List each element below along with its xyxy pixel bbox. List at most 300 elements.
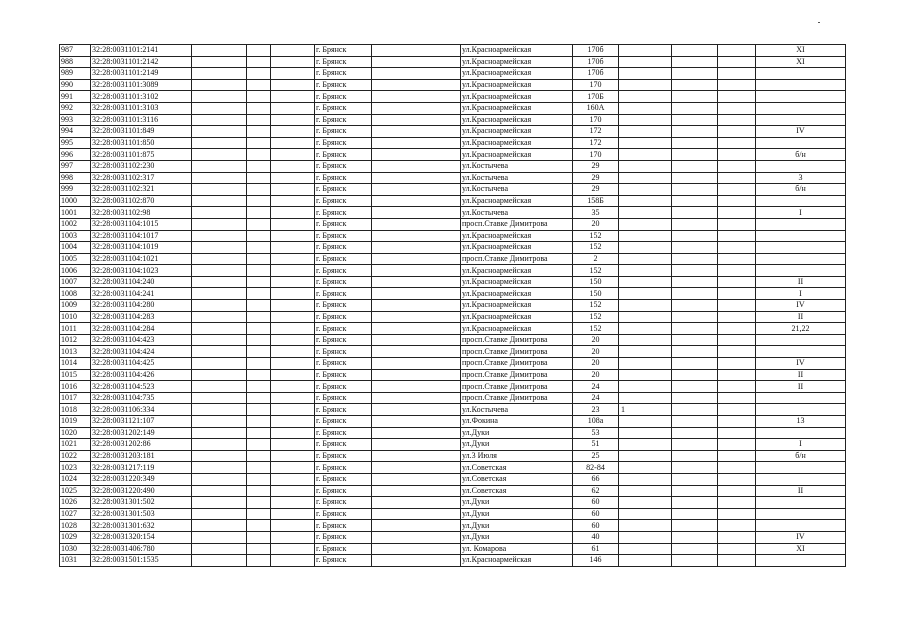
empty-cell	[271, 381, 315, 393]
cadastral-number: 32:28:0031104:735	[91, 392, 192, 404]
table-row	[60, 497, 846, 509]
table-row	[60, 149, 846, 161]
empty-cell	[718, 392, 756, 404]
empty-cell	[672, 323, 718, 335]
premises-number: 3	[756, 172, 846, 184]
table-row	[60, 520, 846, 532]
record-number: 1013	[60, 346, 91, 358]
flat-number	[619, 381, 672, 393]
table-row	[60, 427, 846, 439]
street-name: ул.Красноармейская	[461, 311, 573, 323]
empty-cell	[372, 253, 461, 265]
cadastral-number: 32:28:0031101:849	[91, 126, 192, 138]
cadastral-number: 32:28:0031406:780	[91, 543, 192, 555]
house-number: 146	[573, 555, 619, 567]
table-row	[60, 265, 846, 277]
cadastral-number: 32:28:0031301:503	[91, 508, 192, 520]
empty-cell	[192, 520, 247, 532]
house-number: 20	[573, 369, 619, 381]
empty-cell	[247, 450, 271, 462]
empty-cell	[372, 218, 461, 230]
street-name: ул.Советская	[461, 485, 573, 497]
empty-cell	[247, 369, 271, 381]
empty-cell	[372, 56, 461, 68]
empty-cell	[247, 334, 271, 346]
empty-cell	[372, 404, 461, 416]
empty-cell	[718, 149, 756, 161]
record-number: 987	[60, 45, 91, 57]
city-name: г. Брянск	[315, 91, 372, 103]
premises-number	[756, 253, 846, 265]
empty-cell	[372, 531, 461, 543]
street-name: просп.Ставке Димитрова	[461, 253, 573, 265]
city-name: г. Брянск	[315, 555, 372, 567]
record-number: 1021	[60, 439, 91, 451]
empty-cell	[192, 531, 247, 543]
street-name: ул.Красноармейская	[461, 91, 573, 103]
empty-cell	[192, 439, 247, 451]
cadastral-number: 32:28:0031104:426	[91, 369, 192, 381]
premises-number	[756, 462, 846, 474]
house-number: 152	[573, 230, 619, 242]
empty-cell	[247, 288, 271, 300]
street-name: ул.Костычева	[461, 160, 573, 172]
cadastral-number: 32:28:0031101:2141	[91, 45, 192, 57]
city-name: г. Брянск	[315, 288, 372, 300]
city-name: г. Брянск	[315, 195, 372, 207]
table-row	[60, 508, 846, 520]
empty-cell	[672, 79, 718, 91]
empty-cell	[372, 369, 461, 381]
empty-cell	[247, 172, 271, 184]
flat-number	[619, 56, 672, 68]
table-row	[60, 91, 846, 103]
table-row	[60, 416, 846, 428]
empty-cell	[192, 91, 247, 103]
empty-cell	[372, 102, 461, 114]
record-number: 1003	[60, 230, 91, 242]
table-row	[60, 137, 846, 149]
flat-number	[619, 416, 672, 428]
empty-cell	[192, 485, 247, 497]
empty-cell	[672, 56, 718, 68]
premises-number	[756, 91, 846, 103]
empty-cell	[247, 485, 271, 497]
cadastral-number: 32:28:0031104:1023	[91, 265, 192, 277]
record-number: 1018	[60, 404, 91, 416]
empty-cell	[192, 126, 247, 138]
empty-cell	[372, 45, 461, 57]
city-name: г. Брянск	[315, 392, 372, 404]
empty-cell	[271, 311, 315, 323]
premises-number	[756, 427, 846, 439]
record-number: 1002	[60, 218, 91, 230]
empty-cell	[672, 439, 718, 451]
empty-cell	[247, 381, 271, 393]
house-number: 170б	[573, 45, 619, 57]
empty-cell	[247, 300, 271, 312]
city-name: г. Брянск	[315, 381, 372, 393]
table-row	[60, 160, 846, 172]
street-name: ул.Дуки	[461, 427, 573, 439]
empty-cell	[247, 45, 271, 57]
empty-cell	[672, 462, 718, 474]
empty-cell	[372, 450, 461, 462]
empty-cell	[718, 288, 756, 300]
premises-number	[756, 334, 846, 346]
empty-cell	[718, 311, 756, 323]
house-number: 152	[573, 300, 619, 312]
record-number: 1016	[60, 381, 91, 393]
premises-number	[756, 404, 846, 416]
table-row	[60, 45, 846, 57]
cadastral-number: 32:28:0031101:3116	[91, 114, 192, 126]
empty-cell	[718, 160, 756, 172]
empty-cell	[718, 543, 756, 555]
city-name: г. Брянск	[315, 323, 372, 335]
flat-number	[619, 172, 672, 184]
empty-cell	[372, 149, 461, 161]
street-name: ул.Красноармейская	[461, 288, 573, 300]
cadastral-number: 32:28:0031104:241	[91, 288, 192, 300]
empty-cell	[718, 358, 756, 370]
empty-cell	[372, 300, 461, 312]
city-name: г. Брянск	[315, 404, 372, 416]
record-number: 1023	[60, 462, 91, 474]
empty-cell	[672, 102, 718, 114]
empty-cell	[372, 276, 461, 288]
flat-number	[619, 218, 672, 230]
premises-number	[756, 218, 846, 230]
empty-cell	[718, 462, 756, 474]
empty-cell	[247, 497, 271, 509]
table-row	[60, 543, 846, 555]
cadastral-number: 32:28:0031102:98	[91, 207, 192, 219]
empty-cell	[192, 323, 247, 335]
scan-speck	[818, 22, 820, 23]
flat-number	[619, 311, 672, 323]
premises-number: II	[756, 276, 846, 288]
empty-cell	[372, 126, 461, 138]
premises-number	[756, 265, 846, 277]
empty-cell	[372, 555, 461, 567]
empty-cell	[672, 114, 718, 126]
street-name: ул.Красноармейская	[461, 137, 573, 149]
empty-cell	[247, 207, 271, 219]
empty-cell	[271, 253, 315, 265]
empty-cell	[672, 497, 718, 509]
street-name: ул.Красноармейская	[461, 56, 573, 68]
empty-cell	[372, 288, 461, 300]
city-name: г. Брянск	[315, 334, 372, 346]
record-number: 988	[60, 56, 91, 68]
empty-cell	[192, 288, 247, 300]
record-number: 1012	[60, 334, 91, 346]
empty-cell	[247, 323, 271, 335]
empty-cell	[247, 555, 271, 567]
empty-cell	[192, 416, 247, 428]
flat-number	[619, 288, 672, 300]
house-number: 29	[573, 172, 619, 184]
flat-number	[619, 473, 672, 485]
street-name: ул.Дуки	[461, 520, 573, 532]
premises-number	[756, 137, 846, 149]
empty-cell	[672, 508, 718, 520]
street-name: ул.Красноармейская	[461, 195, 573, 207]
street-name: ул.3 Июля	[461, 450, 573, 462]
empty-cell	[271, 531, 315, 543]
empty-cell	[247, 218, 271, 230]
empty-cell	[718, 439, 756, 451]
empty-cell	[271, 68, 315, 80]
flat-number	[619, 300, 672, 312]
empty-cell	[672, 404, 718, 416]
premises-number: б/н	[756, 184, 846, 196]
house-number: 152	[573, 242, 619, 254]
cadastral-number: 32:28:0031104:523	[91, 381, 192, 393]
empty-cell	[247, 56, 271, 68]
empty-cell	[247, 404, 271, 416]
flat-number	[619, 45, 672, 57]
street-name: просп.Ставке Димитрова	[461, 369, 573, 381]
flat-number	[619, 242, 672, 254]
house-number: 82-84	[573, 462, 619, 474]
city-name: г. Брянск	[315, 218, 372, 230]
empty-cell	[271, 114, 315, 126]
premises-number	[756, 392, 846, 404]
cadastral-number: 32:28:0031101:875	[91, 149, 192, 161]
empty-cell	[672, 91, 718, 103]
city-name: г. Брянск	[315, 160, 372, 172]
empty-cell	[192, 137, 247, 149]
empty-cell	[372, 91, 461, 103]
empty-cell	[271, 416, 315, 428]
empty-cell	[672, 207, 718, 219]
city-name: г. Брянск	[315, 485, 372, 497]
street-name: ул.Костычева	[461, 184, 573, 196]
premises-number	[756, 242, 846, 254]
record-number: 1022	[60, 450, 91, 462]
premises-number	[756, 473, 846, 485]
empty-cell	[247, 102, 271, 114]
premises-number: б/н	[756, 450, 846, 462]
empty-cell	[271, 79, 315, 91]
empty-cell	[718, 485, 756, 497]
street-name: ул.Костычева	[461, 172, 573, 184]
empty-cell	[271, 485, 315, 497]
empty-cell	[672, 265, 718, 277]
empty-cell	[372, 207, 461, 219]
empty-cell	[718, 427, 756, 439]
empty-cell	[718, 531, 756, 543]
house-number: 172	[573, 126, 619, 138]
record-number: 1020	[60, 427, 91, 439]
street-name: ул.Красноармейская	[461, 242, 573, 254]
flat-number	[619, 450, 672, 462]
empty-cell	[718, 276, 756, 288]
empty-cell	[192, 543, 247, 555]
cadastral-number: 32:28:0031202:149	[91, 427, 192, 439]
record-number: 990	[60, 79, 91, 91]
street-name: ул.Красноармейская	[461, 45, 573, 57]
empty-cell	[372, 137, 461, 149]
empty-cell	[718, 218, 756, 230]
empty-cell	[192, 149, 247, 161]
table-row	[60, 439, 846, 451]
empty-cell	[271, 56, 315, 68]
empty-cell	[372, 508, 461, 520]
empty-cell	[718, 102, 756, 114]
house-number: 51	[573, 439, 619, 451]
house-number: 40	[573, 531, 619, 543]
record-number: 994	[60, 126, 91, 138]
house-number: 20	[573, 218, 619, 230]
empty-cell	[192, 45, 247, 57]
premises-number: I	[756, 207, 846, 219]
empty-cell	[192, 195, 247, 207]
empty-cell	[192, 102, 247, 114]
empty-cell	[672, 369, 718, 381]
empty-cell	[672, 230, 718, 242]
cadastral-number: 32:28:0031121:107	[91, 416, 192, 428]
house-number: 158Б	[573, 195, 619, 207]
house-number: 2	[573, 253, 619, 265]
empty-cell	[192, 56, 247, 68]
empty-cell	[372, 323, 461, 335]
empty-cell	[372, 520, 461, 532]
street-name: просп.Ставке Димитрова	[461, 381, 573, 393]
premises-number	[756, 230, 846, 242]
premises-number	[756, 102, 846, 114]
empty-cell	[192, 253, 247, 265]
empty-cell	[247, 253, 271, 265]
city-name: г. Брянск	[315, 497, 372, 509]
empty-cell	[718, 381, 756, 393]
empty-cell	[718, 91, 756, 103]
street-name: ул.Красноармейская	[461, 79, 573, 91]
city-name: г. Брянск	[315, 358, 372, 370]
cadastral-number: 32:28:0031102:230	[91, 160, 192, 172]
empty-cell	[271, 184, 315, 196]
premises-number: IV	[756, 358, 846, 370]
city-name: г. Брянск	[315, 102, 372, 114]
cadastral-number: 32:28:0031104:1021	[91, 253, 192, 265]
flat-number	[619, 427, 672, 439]
house-number: 25	[573, 450, 619, 462]
table-row	[60, 79, 846, 91]
cadastral-number: 32:28:0031101:3089	[91, 79, 192, 91]
flat-number	[619, 68, 672, 80]
house-number: 160А	[573, 102, 619, 114]
house-number: 53	[573, 427, 619, 439]
house-number: 35	[573, 207, 619, 219]
empty-cell	[271, 265, 315, 277]
premises-number	[756, 346, 846, 358]
empty-cell	[271, 427, 315, 439]
empty-cell	[247, 543, 271, 555]
record-number: 1001	[60, 207, 91, 219]
empty-cell	[672, 555, 718, 567]
house-number: 66	[573, 473, 619, 485]
street-name: ул.Красноармейская	[461, 276, 573, 288]
empty-cell	[372, 172, 461, 184]
table-row	[60, 358, 846, 370]
flat-number	[619, 195, 672, 207]
empty-cell	[192, 242, 247, 254]
house-number: 150	[573, 288, 619, 300]
empty-cell	[672, 311, 718, 323]
empty-cell	[271, 172, 315, 184]
empty-cell	[247, 68, 271, 80]
empty-cell	[672, 381, 718, 393]
empty-cell	[247, 439, 271, 451]
flat-number	[619, 543, 672, 555]
street-name: ул.Красноармейская	[461, 555, 573, 567]
empty-cell	[271, 346, 315, 358]
house-number: 29	[573, 184, 619, 196]
empty-cell	[192, 114, 247, 126]
empty-cell	[672, 392, 718, 404]
empty-cell	[271, 218, 315, 230]
table-row	[60, 288, 846, 300]
city-name: г. Брянск	[315, 473, 372, 485]
flat-number	[619, 91, 672, 103]
street-name: ул.Красноармейская	[461, 149, 573, 161]
flat-number	[619, 555, 672, 567]
table-row	[60, 126, 846, 138]
city-name: г. Брянск	[315, 265, 372, 277]
empty-cell	[718, 416, 756, 428]
cadastral-number: 32:28:0031104:425	[91, 358, 192, 370]
table-row	[60, 485, 846, 497]
empty-cell	[192, 160, 247, 172]
cadastral-number: 32:28:0031220:490	[91, 485, 192, 497]
empty-cell	[271, 450, 315, 462]
city-name: г. Брянск	[315, 450, 372, 462]
cadastral-number: 32:28:0031101:2142	[91, 56, 192, 68]
premises-number: II	[756, 381, 846, 393]
empty-cell	[372, 160, 461, 172]
premises-number: 21,22	[756, 323, 846, 335]
empty-cell	[672, 276, 718, 288]
flat-number	[619, 265, 672, 277]
record-number: 1029	[60, 531, 91, 543]
empty-cell	[192, 381, 247, 393]
empty-cell	[271, 195, 315, 207]
empty-cell	[192, 392, 247, 404]
empty-cell	[192, 79, 247, 91]
empty-cell	[372, 68, 461, 80]
empty-cell	[247, 531, 271, 543]
street-name: ул.Советская	[461, 462, 573, 474]
flat-number	[619, 392, 672, 404]
empty-cell	[372, 485, 461, 497]
house-number: 20	[573, 358, 619, 370]
empty-cell	[672, 416, 718, 428]
premises-number: II	[756, 311, 846, 323]
empty-cell	[718, 207, 756, 219]
empty-cell	[247, 114, 271, 126]
table-row	[60, 473, 846, 485]
empty-cell	[192, 230, 247, 242]
flat-number	[619, 276, 672, 288]
street-name: ул.Красноармейская	[461, 230, 573, 242]
record-number: 1007	[60, 276, 91, 288]
cadastral-number: 32:28:0031301:502	[91, 497, 192, 509]
empty-cell	[247, 358, 271, 370]
table-row	[60, 207, 846, 219]
table-row	[60, 230, 846, 242]
